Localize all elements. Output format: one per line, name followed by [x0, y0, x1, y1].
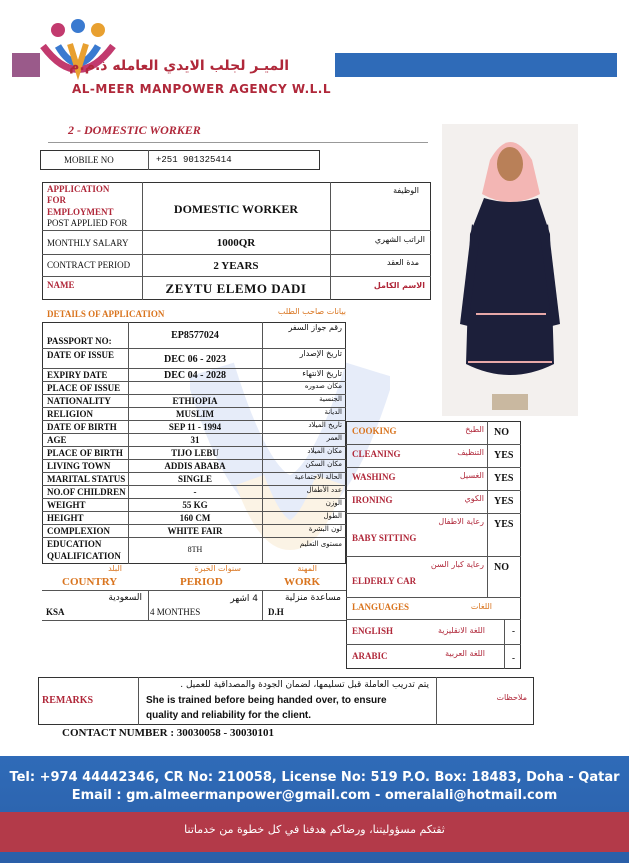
- mobile-value: +251 901325414: [156, 155, 232, 165]
- work-value-ar: مساعدة منزلية: [284, 593, 341, 603]
- education-label: EDUCATION: [47, 539, 102, 549]
- languages-label: LANGUAGES: [352, 602, 410, 612]
- contract-label-ar: مدة العقد: [387, 258, 419, 267]
- detail-label-ar: تاريخ الإصدار: [299, 349, 342, 358]
- skill-label-ar: الطبخ: [465, 425, 484, 434]
- skill-label: CLEANING: [352, 449, 401, 459]
- detail-value: ETHIOPIA: [172, 396, 218, 406]
- period-label: PERIOD: [180, 576, 223, 588]
- detail-label-ar: لون البشرة: [308, 525, 342, 533]
- remarks-text-en-2: quality and reliability for the client.: [146, 710, 312, 721]
- detail-label-ar: مكان الميلاد: [307, 447, 342, 455]
- work-value: D.H: [268, 607, 284, 617]
- period-value-ar: 4 اشهر: [230, 594, 258, 604]
- english-value: -: [512, 626, 515, 636]
- post-label: POST APPLIED FOR: [47, 218, 128, 228]
- education-value: 8TH: [187, 545, 203, 554]
- name-value: ZEYTU ELEMO DADI: [165, 281, 307, 296]
- skill-value: NO: [494, 562, 509, 573]
- detail-value: SINGLE: [177, 474, 212, 484]
- salary-label-ar: الراتب الشهري: [374, 235, 425, 244]
- detail-label: PASSPORT NO:: [47, 336, 112, 346]
- footer-line-2: Email : gm.almeermanpower@gmail.com - omeralali@hotmail.com: [71, 788, 558, 803]
- mobile-label: MOBILE NO: [64, 155, 114, 165]
- english-label: ENGLISH: [352, 626, 394, 636]
- detail-value: DEC 04 - 2028: [164, 370, 226, 381]
- skill-label-ar: الكوي: [464, 494, 484, 503]
- country-value: KSA: [46, 607, 65, 617]
- detail-value: -: [193, 487, 197, 497]
- company-name-en: AL-MEER MANPOWER AGENCY W.L.L: [72, 82, 332, 96]
- detail-value: SEP 11 - 1994: [168, 422, 222, 432]
- detail-label: PLACE OF BIRTH: [47, 448, 123, 458]
- detail-label-ar: الوزن: [325, 499, 342, 507]
- detail-label: HEIGHT: [47, 513, 84, 523]
- skill-label-ar: رعاية الاطفال: [438, 517, 484, 526]
- skill-value: YES: [494, 496, 514, 507]
- details-title-ar: بيانات صاحب الطلب: [277, 307, 346, 316]
- skill-label: IRONING: [352, 495, 393, 505]
- work-label-ar: المهنة: [297, 564, 317, 573]
- arabic-label-ar: اللغة العربية: [445, 649, 485, 658]
- contract-label: CONTRACT PERIOD: [47, 260, 131, 270]
- skill-label: ELDERLY CAR: [352, 576, 417, 586]
- detail-label: EXPIRY DATE: [47, 370, 108, 380]
- skill-value: YES: [494, 450, 514, 461]
- slogan-ar: ثقتكم مسؤوليتنا، ورضاكم هدفنا في كل خطوة من خدماتنا: [184, 823, 445, 836]
- detail-label: PLACE OF ISSUE: [47, 383, 121, 393]
- country-value-ar: السعودية: [108, 593, 142, 603]
- post-value: DOMESTIC WORKER: [173, 202, 299, 216]
- slogan-ribbon: [0, 812, 629, 852]
- skill-label-ar: الغسيل: [459, 471, 484, 480]
- application-label-3: EMPLOYMENT: [47, 207, 114, 217]
- detail-label-ar: العمر: [326, 434, 342, 442]
- work-label: WORK: [284, 576, 321, 588]
- skill-label: WASHING: [352, 472, 396, 482]
- contact-number: CONTACT NUMBER : 30030058 - 30030101: [62, 727, 274, 739]
- detail-label: MARITAL STATUS: [47, 474, 126, 484]
- skill-label: COOKING: [352, 426, 397, 436]
- skill-value: YES: [494, 473, 514, 484]
- remarks-label-ar: ملاحظات: [496, 693, 527, 702]
- contract-value: 2 YEARS: [213, 260, 259, 272]
- detail-value: 31: [190, 435, 200, 445]
- english-label-ar: اللغة الانقليزية: [437, 626, 485, 635]
- name-label-ar: الاسم الكامل: [373, 281, 425, 290]
- header-bar-left: [12, 53, 40, 77]
- detail-label-ar: الديانة: [324, 408, 342, 416]
- languages-label-ar: اللغات: [470, 602, 492, 611]
- country-label: COUNTRY: [62, 576, 118, 588]
- detail-label: WEIGHT: [47, 500, 86, 510]
- detail-value: WHITE FAIR: [167, 526, 223, 536]
- skill-label-ar: رعاية كبار السن: [430, 560, 484, 569]
- detail-label-ar: رقم جواز السفر: [288, 323, 342, 332]
- arabic-label: ARABIC: [352, 651, 388, 661]
- detail-label: RELIGION: [47, 409, 94, 419]
- detail-label: NATIONALITY: [47, 396, 111, 406]
- education-label-ar: مستوى التعليم: [299, 540, 342, 548]
- period-label-ar: سنوات الخبرة: [194, 564, 241, 573]
- skill-value: YES: [494, 519, 514, 530]
- detail-label-ar: عدد الأطفال: [306, 486, 342, 494]
- detail-label: DATE OF ISSUE: [47, 350, 115, 360]
- applicant-photo: [442, 124, 578, 416]
- application-label-2: FOR: [47, 195, 66, 205]
- details-title: DETAILS OF APPLICATION: [47, 309, 165, 319]
- detail-label: NO.OF CHILDREN: [47, 487, 126, 497]
- company-name-ar: الميـر لجلب الايدي العامله ذ.م.م: [69, 58, 289, 74]
- footer-line-1: Tel: +974 44442346, CR No: 210058, License No: 519 P.O. Box: 18483, Doha - Qatar: [9, 770, 620, 785]
- period-value: 4 MONTHES: [150, 607, 201, 617]
- detail-value: EP8577024: [171, 330, 219, 341]
- skill-value: NO: [494, 427, 509, 438]
- skill-label-ar: التنظيف: [457, 448, 484, 457]
- header-bar-right: [335, 53, 617, 77]
- remarks-label: REMARKS: [42, 695, 94, 706]
- post-label-ar: الوظيفة: [393, 186, 419, 195]
- education-label: QUALIFICATION: [47, 551, 121, 561]
- section-title: 2 - DOMESTIC WORKER: [68, 123, 201, 137]
- remarks-text-ar: يتم تدريب العاملة قبل تسليمها، لضمان الجودة والمصداقية للعميل .: [180, 680, 429, 690]
- arabic-value: -: [512, 653, 515, 663]
- skill-label: BABY SITTING: [352, 533, 417, 543]
- detail-label-ar: الجنسية: [319, 395, 342, 403]
- detail-label: AGE: [47, 435, 67, 445]
- detail-label-ar: تاريخ الميلاد: [308, 421, 342, 429]
- detail-label-ar: مكان صدوره: [304, 382, 342, 390]
- detail-label: DATE OF BIRTH: [47, 422, 117, 432]
- country-label-ar: البلد: [108, 564, 122, 573]
- detail-label-ar: مكان السكن: [305, 460, 342, 468]
- detail-value: DEC 06 - 2023: [164, 354, 226, 365]
- salary-value: 1000QR: [216, 237, 256, 249]
- detail-label-ar: الحالة الاجتماعية: [294, 473, 342, 481]
- detail-value: TIJO LEBU: [171, 448, 219, 458]
- detail-value: ADDIS ABABA: [164, 461, 226, 471]
- detail-label-ar: الطول: [323, 512, 342, 520]
- name-label: NAME: [47, 280, 75, 290]
- detail-value: 55 KG: [182, 500, 208, 510]
- detail-label-ar: تاريخ الانتهاء: [302, 369, 342, 378]
- detail-value: MUSLIM: [176, 409, 214, 419]
- salary-label: MONTHLY SALARY: [47, 238, 129, 248]
- remarks-text-en-1: She is trained before being handed over, to ensure: [146, 695, 387, 706]
- divider: [48, 142, 428, 143]
- application-label-1: APPLICATION: [47, 184, 110, 194]
- detail-value: 160 CM: [179, 513, 211, 523]
- detail-label: LIVING TOWN: [47, 461, 111, 471]
- detail-label: COMPLEXION: [47, 526, 110, 536]
